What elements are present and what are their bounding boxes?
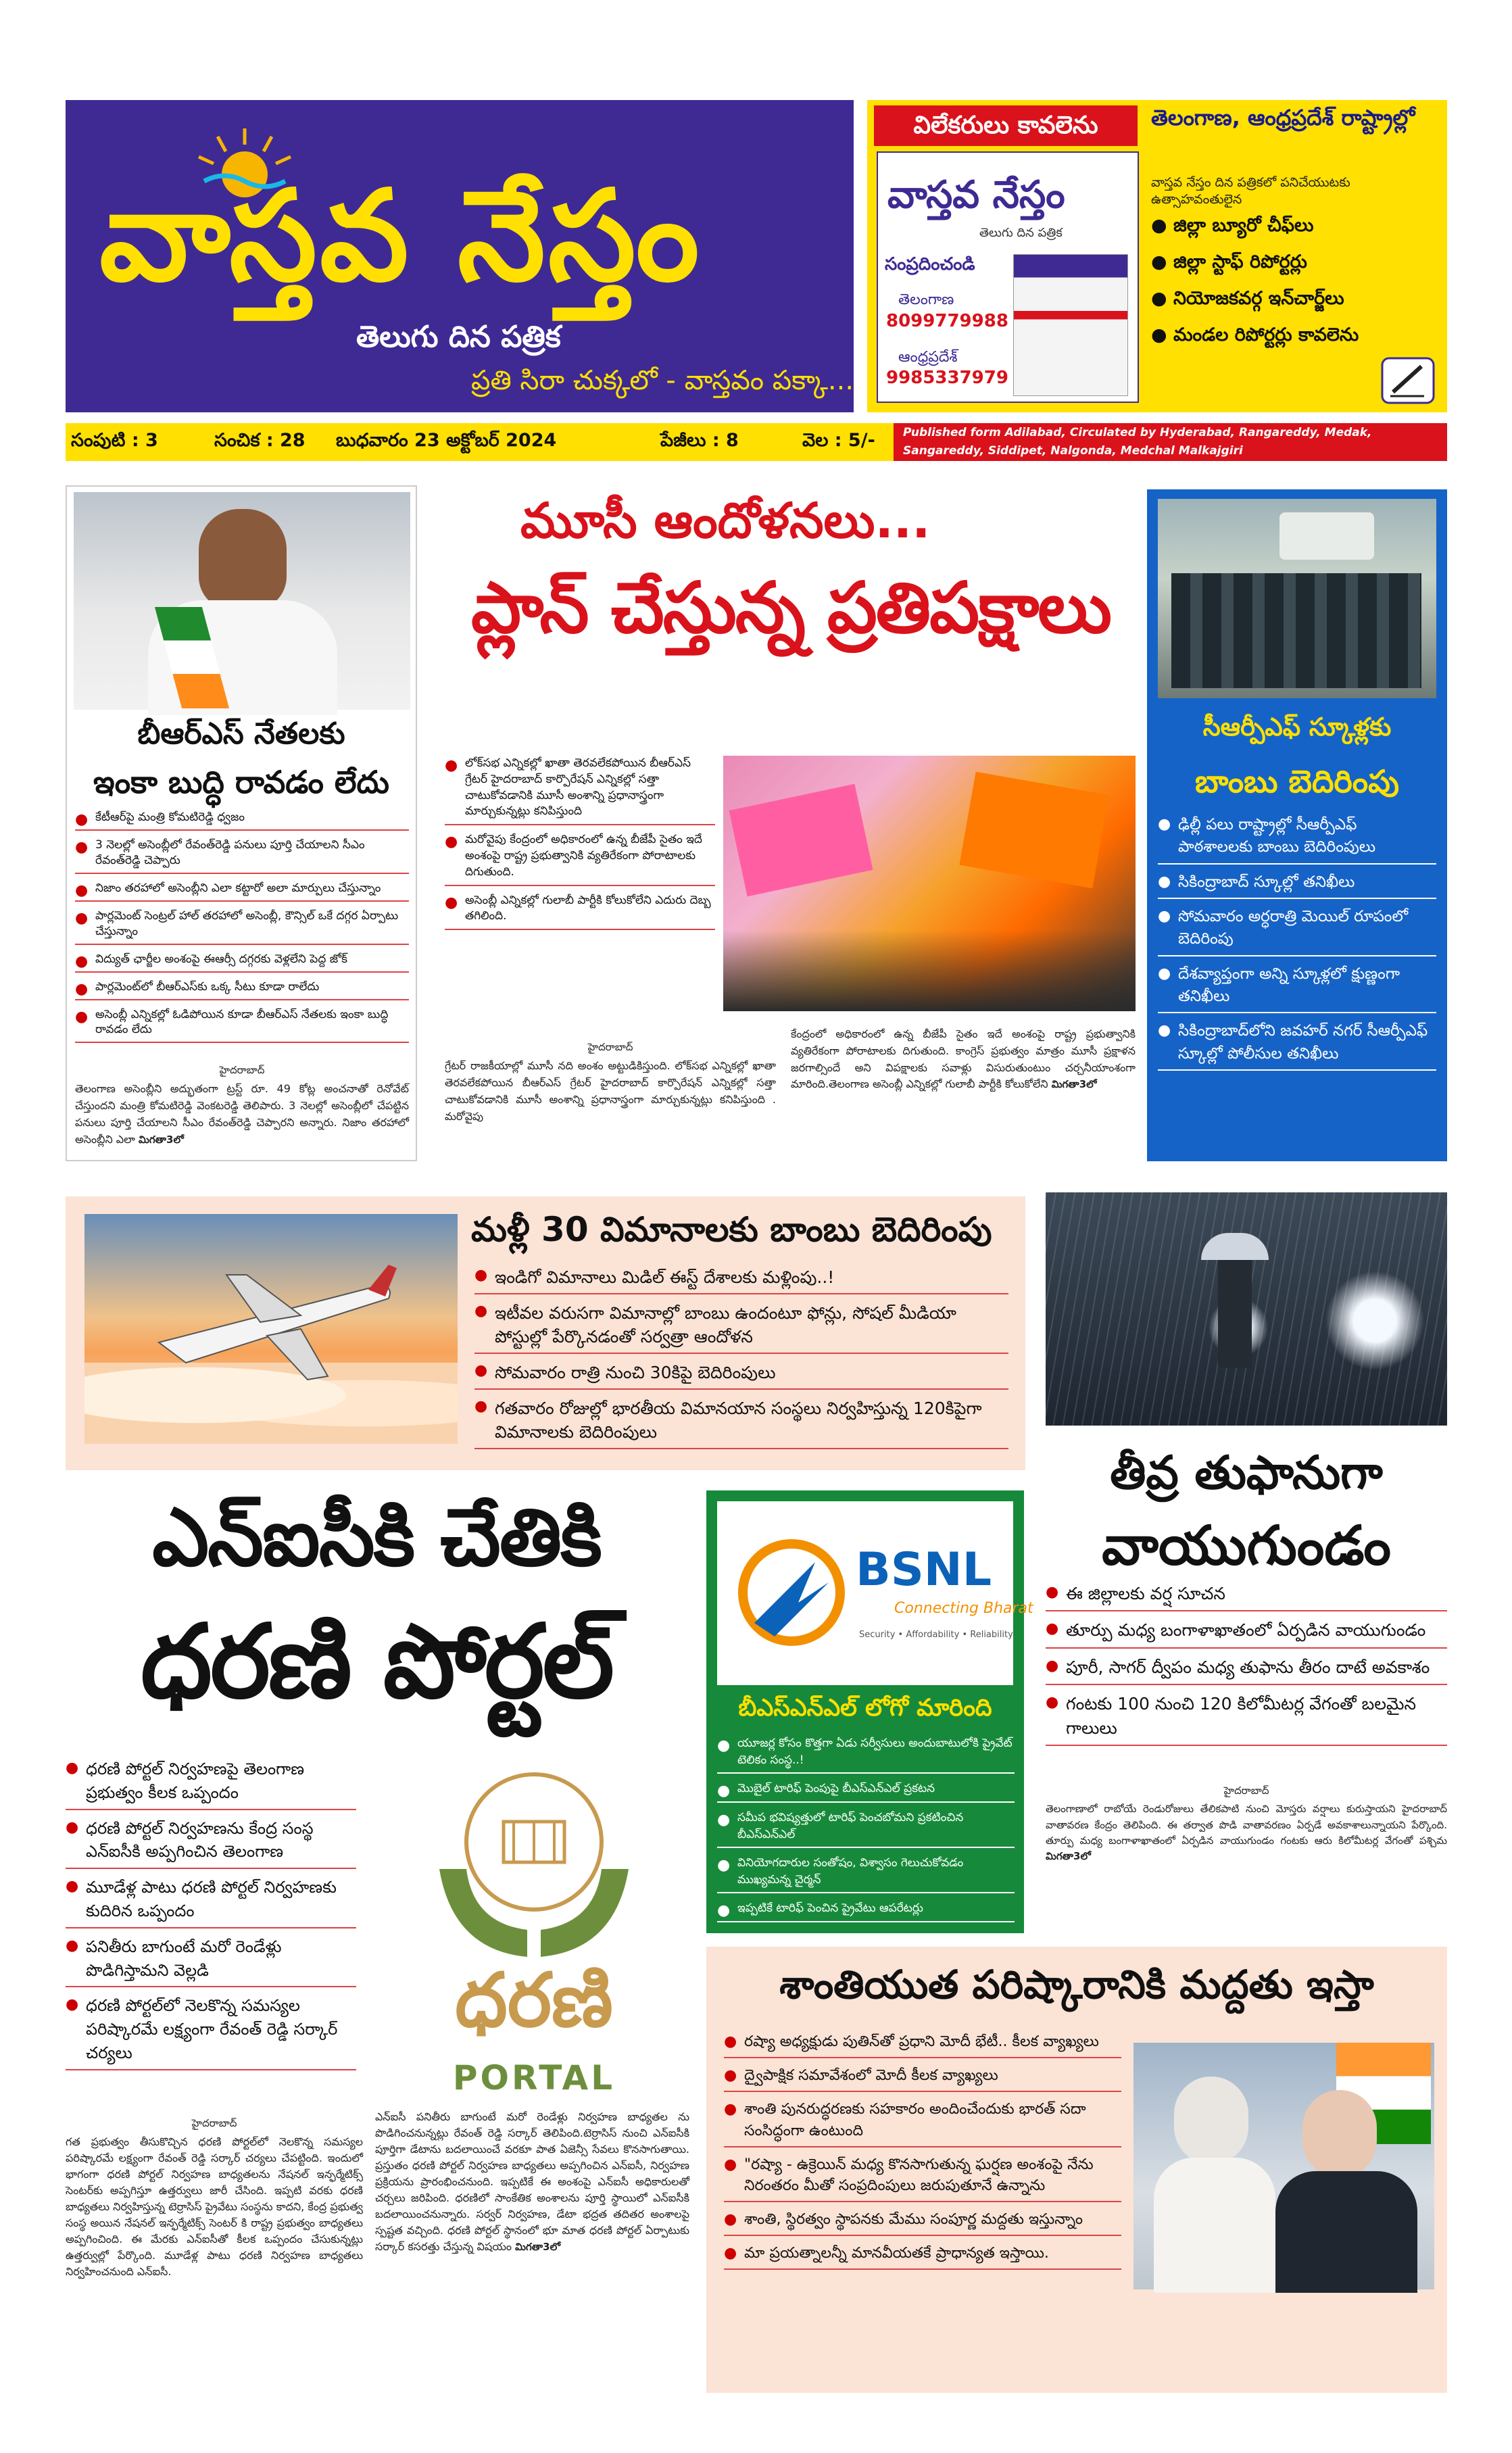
musi-bullets xyxy=(445,756,715,937)
volume: సంపుటి : 3 xyxy=(71,430,158,451)
crpf-bullets xyxy=(1158,814,1436,1077)
dharani-logo xyxy=(392,1768,676,2106)
list-item: ● అసెంబ్లీ ఎన్నికల్లో ఓడిపోయిన కూడా బీఆర్ఎస్ నేతలకు ఇంకా బుద్ధి రావడం లేదు xyxy=(75,1007,409,1044)
list-item: ● ఇండిగో విమానాలు మిడిల్ ఈస్ట్ దేశాలకు మళ్లింపు..! xyxy=(474,1265,1008,1294)
recruit-paper-line: వాస్తవ నేస్తం దిన పత్రికలో పనిచేయుటకు ఉత్సాహవంతులైన xyxy=(1151,175,1350,207)
list-item: ● మా ప్రయత్నాలన్నీ మానవీయతకే ప్రాధాన్యత ఇస్తాయి. xyxy=(724,2243,1121,2270)
list-item: ● "రష్యా - ఉక్రెయిన్ మధ్య కొనసాగుతున్న ఘర్షణ అంశంపై నేను నిరంతరం మీతో సంప్రదింపులు జరుపుతూనే ఉన్నాను xyxy=(724,2154,1121,2203)
list-item: ● పూరీ, సాగర్ ద్వీపం మధ్య తుఫాను తీరం దాటే అవకాశం xyxy=(1046,1655,1447,1685)
list-item: ● పార్లమెంట్‌లో బీఆర్ఎస్‌కు ఒక్క సీటు కూడా రాలేదు xyxy=(75,979,409,1000)
story-bsnl xyxy=(706,1490,1033,1933)
cyclone-headline-2: వాయుగుండం xyxy=(1102,1514,1391,1577)
recruit-region: తెలంగాణ, ఆంధ్రప్రదేశ్ రాష్ట్రాల్లో xyxy=(1151,105,1415,130)
airplane-icon xyxy=(145,1261,402,1383)
recruit-item: ● మండల రిపోర్టర్లు కావలెను xyxy=(1151,324,1359,345)
putin-headline: శాంతియుత పరిష్కారానికి మద్దతు ఇస్తా xyxy=(779,1962,1374,2008)
article-text: తెలంగాణ అసెంబ్లీని అద్భుతంగా ట్రస్ట్ రూ. 49 కోట్ల అంచనాతో రెనోవేట్ చేస్తుందని మంత్రి కోమటిరెడ్డి వెంకటరెడ్డి తెలిపారు. 3 నెలల్లో అసెంబ్లీలో చేపట్టిన పనులు పూర్తి చేయాలని సీఎం రేవంత్‌రెడ్డి చెప్పారని అన్నారు. నిజాం తరహాలో అసెంబ్లీని ఎలా xyxy=(75,1082,409,1146)
list-item: ● ఢిల్లీ పలు రాష్ట్రాల్లో సీఆర్పీఎఫ్ పాఠశాలలకు బాంబు బెదిరింపులు xyxy=(1158,814,1436,865)
brs-bullets xyxy=(75,810,409,1050)
list-item: ● సోమవారం రాత్రి నుంచి 30కిపై బెదిరింపులు xyxy=(474,1361,1008,1390)
ap-phone: 9985337979 xyxy=(886,368,1008,388)
list-item: ● ఈ జిల్లాలకు వర్ష సూచన xyxy=(1046,1582,1447,1611)
article-text: గత ప్రభుత్వం తీసుకొచ్చిన ధరణి పోర్టల్‌లో నెలకొన్న సమస్యల పరిష్కారమే లక్ష్యంగా రేవంత్ రెడ్డి సర్కార్ చర్యలు చేపట్టింది. ఇందులో భాగంగా ధరణి పోర్టల్ నిర్వహణ బాధ్యతలను నేషనల్ ఇన్ఫర్మేటిక్స్ సెంటర్‌కు అప్పగిస్తూ ఉత్తర్వులు జారీ చేసింది. ఇప్పటి వరకు ధరణి బాధ్యతలు నిర్వహిస్తున్న టెర్రాసిస్ ప్రైవేటు సంస్థను కాదని, కేంద్ర ప్రభుత్వ సంస్థ అయిన నేషనల్ ఇన్ఫర్మేటిక్స్ సెంటర్ కి రాష్ట్ర ప్రభుత్వం బాధ్యతలు అప్పగించింది. ఈ మేరకు ఎన్ఐసీతో కీలక ఒప్పందం చేసుకున్నట్లు ఉత్తర్వుల్లో పేర్కొంది. మూడేళ్ల పాటు ధరణి నిర్వహణ బాధ్యతలు నిర్వహించనుంది ఎన్ఐసీ. xyxy=(66,2135,363,2278)
list-item: ● సికింద్రాబాద్‌లోని జవహర్ నగర్ సీఆర్పీఎఫ్ స్కూల్లో పోలీసుల తనిఖీలు xyxy=(1158,1020,1436,1071)
recruit-items xyxy=(1151,215,1442,361)
list-item: ● యూజర్ల కోసం కొత్తగా ఏడు సర్వీసులు అందుబాటులోకి ప్రైవేట్ టెలికం సంస్థ..! xyxy=(717,1735,1015,1774)
list-item: ● ద్వైపాక్షిక సమావేశంలో మోదీ కీలక వ్యాఖ్యలు xyxy=(724,2065,1121,2092)
story-crpf xyxy=(1147,489,1447,1161)
bsnl-swirl-icon xyxy=(734,1535,849,1650)
list-item: ● ఇప్పటికే టారిఫ్ పెంచిన ప్రైవేటు ఆపరేటర్లు xyxy=(717,1900,1015,1922)
issue: సంచిక : 28 xyxy=(214,430,306,451)
list-item: ● ధరణి పోర్టల్ నిర్వహణపై తెలంగాణ ప్రభుత్వం కీలక ఒప్పందం xyxy=(66,1757,356,1810)
musi-body-1 xyxy=(445,1040,776,1125)
musi-headline: ప్లాన్ చేస్తున్న ప్రతిపక్షాలు xyxy=(471,566,1111,649)
airplane-photo xyxy=(84,1214,458,1444)
telangana-label: తెలంగాణ xyxy=(898,291,954,308)
list-item: ● సికింద్రాబాద్ స్కూల్లో తనిఖీలు xyxy=(1158,871,1436,899)
brs-body xyxy=(75,1063,409,1148)
list-item: ● పార్లమెంట్ సెంట్రల్ హాల్ తరహాలో అసెంబ్లీ, కౌన్సిల్ ఒకే దగ్గర ఏర్పాటు చేస్తున్నాం xyxy=(75,908,409,945)
masthead-title: వాస్తవ నేస్తం xyxy=(99,163,702,309)
musi-kicker: మూసీ ఆందోళనలు... xyxy=(520,492,931,549)
komatireddy-photo xyxy=(74,492,410,710)
dateline-place: హైదరాబాద్ xyxy=(191,2117,237,2129)
crpf-photo xyxy=(1158,499,1436,698)
ap-label: ఆంధ్రప్రదేశ్ xyxy=(898,349,958,366)
dharani-body-2 xyxy=(375,2109,689,2255)
list-item: ● సోమవారం అర్ధరాత్రి మెయిల్ రూపంలో బెదిరింపు xyxy=(1158,906,1436,956)
continued-label[interactable]: మిగతా3లో xyxy=(139,1133,184,1146)
rain-photo xyxy=(1046,1192,1447,1426)
musi-body-2 xyxy=(791,1026,1136,1093)
story-flights xyxy=(66,1196,1025,1470)
flights-headline: మళ్లీ 30 విమానాలకు బాంబు బెదిరింపు xyxy=(471,1210,992,1249)
list-item: ● తూర్పు మధ్య బంగాళాఖాతంలో ఏర్పడిన వాయుగుండం xyxy=(1046,1618,1447,1648)
list-item: ● నిజాం తరహాలో అసెంబ్లీని ఎలా కట్టారో అలా మార్పులు చేస్తున్నాం xyxy=(75,881,409,902)
dateline-place: హైదరాబాద్ xyxy=(1223,1784,1269,1797)
pen-hand-icon xyxy=(1381,357,1435,404)
dateline-place: హైదరాబాద్ xyxy=(587,1041,633,1053)
story-putin xyxy=(706,1947,1447,2393)
bsnl-logo xyxy=(717,1501,1033,1685)
list-item: ● ధరణి పోర్టల్‌లో నెలకొన్న సమస్యల పరిష్కారమే లక్ష్యంగా రేవంత్ రెడ్డి సర్కార్ చర్యలు xyxy=(66,1994,356,2070)
brs-headline-1: బీఆర్ఎస్ నేతలకు xyxy=(137,717,345,751)
list-item: ● పనితీరు బాగుంటే మరో రెండేళ్లు పొడిగిస్తామని వెల్లడి xyxy=(66,1935,356,1988)
dateline-bar xyxy=(66,423,894,461)
story-brs xyxy=(66,485,417,1161)
modi-putin-photo xyxy=(1133,2043,1434,2289)
masthead-subtitle: తెలుగు దిన పత్రిక xyxy=(356,320,561,354)
bsnl-bullets xyxy=(717,1735,1015,1929)
price: వెల : 5/- xyxy=(802,430,875,451)
article-text: కేంద్రంలో అధికారంలో ఉన్న బీజేపీ సైతం ఇదే అంశంపై రాష్ట్ర ప్రభుత్వానికి వ్యతిరేకంగా పోరాటాలకు దిగుతుంది. కాంగ్రెస్ ప్రభుత్వం మాత్రం మూసీ ప్రక్షాళన జరగాల్సిందే అని విపక్షాలకు సవాళ్లు విసురుతుంటుం చర్చనీయాంశంగా మారింది.తెలంగాణ అసెంబ్లీ ఎన్నికల్లో గులాబీ పార్టీకి కోలుకోలేని xyxy=(791,1027,1136,1091)
list-item: ● మరోవైపు కేంద్రంలో అధికారంలో ఉన్న బీజేపీ సైతం ఇదే అంశంపై రాష్ట్ర ప్రభుత్వానికి వ్యతిరేకంగా పోరాటాలకు దిగుతుంది. xyxy=(445,832,715,885)
continued-label[interactable]: మిగతా3లో xyxy=(1046,1850,1091,1862)
contact-label: సంప్రదించండి xyxy=(885,254,975,274)
article-text: తెలంగాణాలో రాబోయే రెండురోజులు తేలికపాటి నుంచి మోస్తరు వర్షాలు కురుస్తాయని హైదరాబాద్ వాతావరణ కేంద్రం తెలిపింది. ఈ తర్వాత పొడి వాతావరణం ఏర్పడే అవకాశాలున్నాయని పేర్కొంది. తూర్పు మధ్య బంగాళాఖాతంలో ఏర్పడిన వాయుగుండం గంటకు ఆరు కిలోమీటర్ల వేగంతో పశ్చిమ xyxy=(1046,1803,1447,1847)
bsnl-brand-sub: Connecting Bharat xyxy=(894,1600,1033,1617)
recruitment-ad xyxy=(867,100,1447,412)
pages: పేజీలు : 8 xyxy=(660,430,739,451)
bsnl-brand: BSNL xyxy=(856,1543,992,1597)
list-item: ● గతవారం రోజుల్లో భారతీయ విమానయాన సంస్థలు నిర్వహిస్తున్న 120కిపైగా విమానాలకు బెదిరింపులు xyxy=(474,1396,1008,1449)
newspaper-thumbnail xyxy=(1013,254,1128,396)
list-item: ● గంటకు 100 నుంచి 120 కిలోమీటర్ల వేగంతో బలమైన గాలులు xyxy=(1046,1692,1447,1747)
telangana-phone: 8099779988 xyxy=(886,311,1008,331)
published-info: Published form Adilabad, Circulated by Hyderabad, Rangareddy, Medak, Sangareddy, Siddipet, Nalgonda, Medchal Malkajgiri xyxy=(894,423,1447,461)
dharani-body-1 xyxy=(66,2116,363,2280)
recruit-item: ● జిల్లా స్టాఫ్ రిపోర్టర్లు xyxy=(1151,251,1307,272)
article-text: ఎన్ఐసీ పనితీరు బాగుంటే మరో రెండేళ్లు నిర్వహణ బాధ్యతల ను పొడిగించనున్నట్లు రేవంత్ రెడ్డి సర్కార్ తెలిపింది.టెర్రాసిస్ నుంచి ఎన్ఐసీకి పూర్తిగా డేటాను బదలాయించే వరకూ పాత ఏజెన్సీ సేవలు కొనసాగుతాయి. ప్రస్తుతం ధరణి పోర్టల్ నిర్వహణ బాధ్యతలు అప్పగించిన ఎన్ఐసీ, నిర్వహణ ప్రక్రియను ప్రారంభించనుంది. ఇప్పటికే ఈ అంశంపై ఎన్ఐసీ అధికారులతో చర్చలు జరిపింది. ధరణిలో సాంకేతిక అంశాలను పూర్తి స్థాయిలో ఎన్ఐసీకి బదలాయించనున్నారు. సర్వర్ నిర్వహణ, డేటా భద్రత తదితర అంశాలపై స్పష్టత వచ్చింది. ధరణి పోర్టల్ స్థానంలో భూ మాత ధరణి పోర్టల్ ఏర్పాటుకు సర్కార్ కసరత్తు చేస్తున్న విషయం xyxy=(375,2110,689,2253)
masthead-tagline: ప్రతి సిరా చుక్కలో - వాస్తవం పక్కా... xyxy=(471,365,854,396)
dharani-emblem-icon xyxy=(392,1768,676,1970)
cyclone-headline-1: తీవ్ర తుఫానుగా xyxy=(1110,1447,1383,1500)
list-item: ● లోక్‌సభ ఎన్నికల్లో ఖాతా తెరవలేకపోయిన బీఆర్ఎస్ గ్రేటర్ హైదరాబాద్ కార్పొరేషన్ ఎన్నికల్లో సత్తా చాటుకోవడానికి మూసీ అంశాన్ని ప్రధానాస్త్రంగా మార్చుకున్నట్లు కనిపిస్తుంది xyxy=(445,756,715,825)
cyclone-body xyxy=(1046,1783,1447,1864)
list-item: ● అసెంబ్లీ ఎన్నికల్లో గులాబీ పార్టీకి కోలుకోలేని ఎదురు దెబ్బ తగిలింది. xyxy=(445,893,715,931)
list-item: ● మూడేళ్ల పాటు ధరణి పోర్టల్ నిర్వహణకు కుదిరిన ఒప్పందం xyxy=(66,1876,356,1928)
crpf-headline-2: బాంబు బెదిరింపు xyxy=(1194,763,1400,800)
recruit-item: ● నియోజకవర్గ ఇన్‌చార్జ్‌లు xyxy=(1151,288,1344,309)
list-item: ● వినియోగదారుల సంతోషం, విశ్వాసం గెలుచుకోవడం ముఖ్యమన్న చైర్మన్ xyxy=(717,1855,1015,1893)
crpf-headline-1: సీఆర్పీఎఫ్ స్కూళ్లకు xyxy=(1202,712,1392,742)
article-text: గ్రేటర్ రాజకీయాల్లో మూసీ నది అంశం అట్టుడికిస్తుంది. లోక్‌సభ ఎన్నికల్లో ఖాతా తెరవలేకపోయిన బీఆర్ఎస్ గ్రేటర్ హైదరాబాద్ కార్పొరేషన్ ఎన్నికల్లో సత్తా చాటుకోవడానికి మూసీ అంశాన్ని ప్రధానాస్త్రంగా మార్చుకున్నట్లు కనిపిస్తుంది . మరోవైపు xyxy=(445,1059,776,1123)
continued-label[interactable]: మిగతా3లో xyxy=(515,2241,561,2253)
dharani-logo-word: ధరణి xyxy=(455,1957,613,2043)
dateline-place: హైదరాబాద్ xyxy=(219,1064,265,1076)
story-musi xyxy=(433,485,1142,1161)
cyclone-bullets xyxy=(1046,1582,1447,1753)
list-item: ● శాంతి పునరుద్ధరణకు సహకారం అందించేందుకు భారత్ సదా సంసిద్ధంగా ఉంటుంది xyxy=(724,2099,1121,2147)
list-item: ● మొబైల్ టారిఫ్ పెంపుపై బీఎస్ఎన్ఎల్ ప్రకటన xyxy=(717,1780,1015,1803)
list-item: ● ఇటీవల వరుసగా విమానాల్లో బాంబు ఉందంటూ ఫోన్లు, సోషల్ మీడియా పోస్టుల్లో పేర్కొనడంతో సర్వత్రా ఆందోళన xyxy=(474,1301,1008,1354)
date: బుధవారం 23 అక్టోబర్ 2024 xyxy=(336,430,557,451)
list-item: ● కేటీఆర్‌పై మంత్రి కోమటిరెడ్డి ధ్వజం xyxy=(75,810,409,831)
list-item: ● దేశవ్యాప్తంగా అన్ని స్కూళ్లలో క్షుణ్ణంగా తనిఖీలు xyxy=(1158,963,1436,1014)
dharani-headline-2: ధరణి పోర్టల్ xyxy=(141,1603,612,1721)
list-item: ● సమీప భవిష్యత్తులో టారిఫ్ పెంచబోమని ప్రకటించిన బీఎస్ఎన్ఎల్ xyxy=(717,1810,1015,1848)
dharani-headline-1: ఎన్ఐసీకి చేతికి xyxy=(152,1490,601,1584)
list-item: ● ధరణి పోర్టల్ నిర్వహణను కేంద్ర సంస్థ ఎన్ఐసీకి అప్పగించిన తెలంగాణ xyxy=(66,1817,356,1870)
list-item: ● విద్యుత్ ఛార్జీల అంశంపై ఈఆర్సీ దగ్గరకు వెళ్లలేని పెద్ద జోక్ xyxy=(75,952,409,973)
recruit-logo-text: వాస్తవ నేస్తం xyxy=(887,173,1065,217)
dharani-logo-sub: PORTAL xyxy=(452,2058,616,2097)
list-item: ● రష్యా అధ్యక్షుడు పుతిన్‌తో ప్రధాని మోదీ భేటీ.. కీలక వ్యాఖ్యలు xyxy=(724,2031,1121,2058)
recruit-logo-sub: తెలుగు దిన పత్రిక xyxy=(979,226,1063,240)
bsnl-brand-values: Security • Affordability • Reliability xyxy=(859,1630,1013,1640)
protest-photo xyxy=(723,756,1136,1011)
recruit-logo-box xyxy=(877,151,1139,403)
putin-bullets xyxy=(724,2031,1121,2277)
dharani-bullets xyxy=(66,1757,356,2077)
recruit-item: ● జిల్లా బ్యూరో చీఫ్‌లు xyxy=(1151,215,1314,236)
brs-headline-2: ఇంకా బుద్ధి రావడం లేదు xyxy=(93,764,389,800)
continued-label[interactable]: మిగతా3లో xyxy=(1051,1078,1097,1091)
masthead xyxy=(66,100,854,412)
recruit-headline: విలేకరులు కావలెను xyxy=(874,105,1138,146)
list-item: ● 3 నెలల్లో అసెంబ్లీలో రేవంత్‌రెడ్డి పనులు పూర్తి చేయాలని సీఎం రేవంత్‌రెడ్డి చెప్పారు xyxy=(75,837,409,874)
bsnl-headline: బీఎస్ఎన్ఎల్ లోగో మారింది xyxy=(738,1695,992,1722)
flights-bullets xyxy=(474,1265,1008,1456)
list-item: ● శాంతి, స్థిరత్వం స్థాపనకు మేము సంపూర్ణ మద్దతు ఇస్తున్నాం xyxy=(724,2209,1121,2236)
